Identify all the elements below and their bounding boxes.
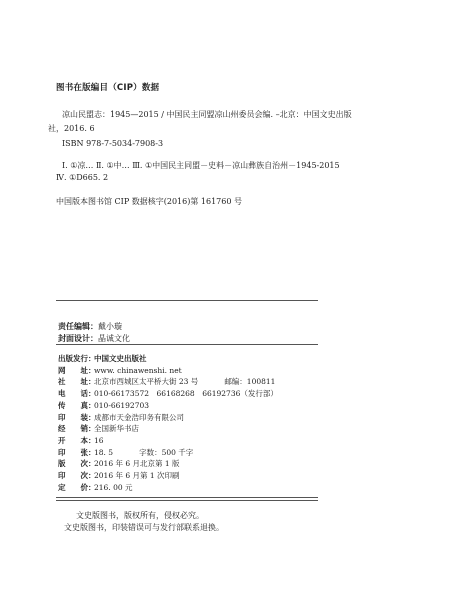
editor-responsible-label: 责任编辑： [58,322,98,331]
publication-row [58,354,147,364]
editor-responsible [58,321,122,332]
cip-title: 图书在版编目（CIP）数据 [56,83,160,93]
divider-bottom-1 [56,497,318,498]
publication-row-label: 传 真： [58,400,96,410]
publication-row-label: 出版发行： [58,354,96,363]
publication-row-label: 版 次： [58,459,96,469]
publication-row-value: 中国文史出版社 [94,354,147,363]
publication-row-value: 16 [94,435,104,445]
publication-row-label: 印 次： [58,471,96,480]
cip-library-record: 中国版本图书馆 CIP 数据核字(2016)第 161760 号 [56,197,242,206]
publication-row-label: 网 址： [58,365,96,375]
publication-row-label: 经 销： [58,424,96,434]
divider-middle [56,344,318,345]
publication-row-value: 010-66192703 [94,400,150,410]
publication-row-value: 18. 5 [94,447,114,457]
publication-row-value: 010-66173572 66168268 66192736（发行部） [94,389,278,399]
publication-row-value: 北京市西城区太平桥大街 23 号 [94,377,199,387]
cover-designer [58,333,130,344]
publication-row [58,448,193,458]
publication-row-label: 印 张： [58,447,96,457]
publication-row-label: 定 价： [58,482,96,492]
publication-row-value: 216. 00 元 [94,482,133,492]
publication-row-value: 成都市天金浩印务有限公司 [94,412,184,422]
publication-row [58,377,275,387]
publication-row-value: 2016 年 6 月北京第 1 版 [94,459,180,469]
publication-row-extra: 字数：500 千字 [139,447,194,457]
cip-description-line1: 凉山民盟志：1945—2015 / 中国民主同盟凉山州委员会编. –北京：中国文史出版 [62,110,352,119]
divider-bottom-2 [56,500,318,501]
publication-row-label: 电 话： [58,389,96,399]
publication-row [58,389,278,399]
publication-row [58,366,182,376]
publication-row-value: 2016 年 6 月第 1 次印刷 [94,471,180,480]
cip-description-line2: 社，2016. 6 [48,124,95,133]
publication-row [58,436,104,446]
publication-row-value: www. chinawenshi. net [94,365,182,375]
divider-top [56,300,318,301]
publication-row [58,483,133,493]
cover-designer-label: 封面设计： [58,334,98,343]
publication-row-label: 社 址： [58,377,96,387]
publication-row [58,424,139,434]
cip-subject-line1: Ⅰ. ①凉… Ⅱ. ①中… Ⅲ. ①中国民主同盟－史料－凉山彝族自治州－1945-2015 [62,161,340,170]
publication-row-label: 开 本： [58,435,96,445]
publication-row [58,471,180,481]
publication-row [58,413,184,423]
publication-row-label: 印 装： [58,412,96,422]
cover-designer-value: 晶诚文化 [98,334,130,343]
editor-responsible-value: 戴小璇 [98,322,122,331]
publication-row [58,401,149,411]
return-notice: 文史版图书，印装错误可与发行部联系退换。 [64,523,224,532]
publication-row-extra: 邮编：100811 [224,377,276,387]
isbn: ISBN 978-7-5034-7908-3 [62,139,164,148]
cip-subject-line2: Ⅳ. ①D665. 2 [56,173,109,182]
publication-row [58,459,180,469]
copyright-notice: 文史版图书，版权所有，侵权必究。 [76,511,204,520]
publication-row-value: 全国新华书店 [94,424,139,434]
